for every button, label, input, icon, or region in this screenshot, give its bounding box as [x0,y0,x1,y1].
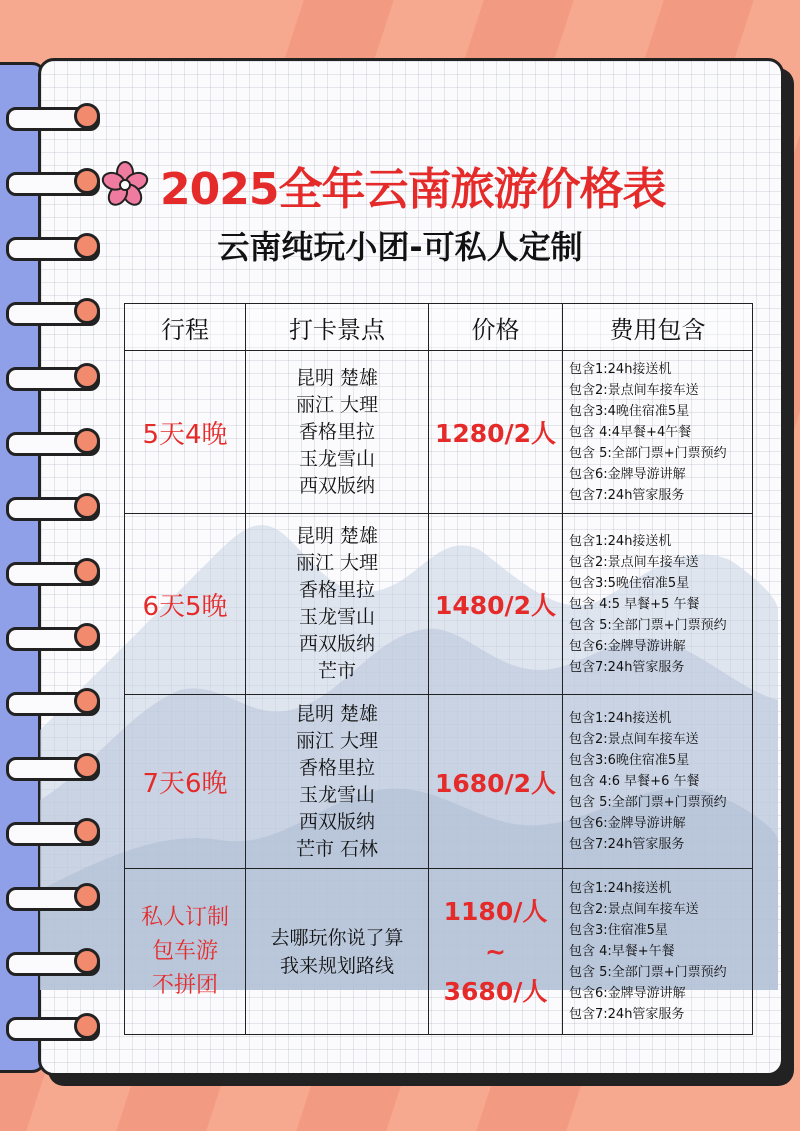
includes-cell [563,695,753,869]
table-row [125,514,753,695]
include-item: 包含2:景点间车接车送 [569,554,699,570]
spot-item: 丽江 大理 [295,552,379,574]
include-item: 包含6:金牌导游讲解 [569,638,686,654]
spot-item: 香格里拉 [298,420,375,443]
spot-item: 玉龙雪山 [298,783,375,806]
include-item: 包含7:24h管家服务 [569,837,685,852]
spot-item: 芒市 石林 [295,837,379,860]
spot-item: 芒市 [317,660,356,682]
header-spots: 打卡景点 [246,304,429,351]
spots-cell [246,869,429,1035]
price-line: 3680/人 [443,976,548,1006]
binder-ring [6,558,102,584]
include-item: 包含 5:全部门票+门票预约 [569,965,727,980]
price-cell [429,869,563,1035]
price-line: 1180/人 [443,896,548,926]
spot-item: 西双版纳 [298,633,375,655]
binder-ring [6,753,102,779]
include-item: 包含6:金牌导游讲解 [569,986,686,1001]
spot-item: 丽江 大理 [295,393,379,416]
custom-note-line: 去哪玩你说了算 [270,926,404,949]
include-item: 包含6:金牌导游讲解 [569,816,686,831]
binder-ring [6,298,102,324]
header-price: 价格 [429,304,563,351]
table-row [125,695,753,869]
route-line: 包车游 [151,938,218,964]
binder-ring [6,363,102,389]
route-cell [125,869,246,1035]
route-cell: 6天5晚 [125,514,246,695]
include-item: 包含1:24h接送机 [569,711,672,726]
spot-item: 丽江 大理 [295,729,379,752]
include-item: 包含1:24h接送机 [569,881,672,896]
spots-cell [246,514,429,695]
include-item: 包含 4:6 早餐+6 午餐 [569,774,700,789]
include-item: 包含 5:全部门票+门票预约 [569,795,727,810]
include-item: 包含 4:4早餐+4午餐 [569,424,692,440]
spot-item: 西双版纳 [298,474,375,497]
price-table [124,303,753,1035]
include-item: 包含7:24h管家服务 [569,487,685,503]
spot-item: 玉龙雪山 [298,447,375,470]
spots-cell [246,351,429,514]
include-item: 包含3:4晚住宿准5星 [569,403,690,419]
route-cell: 7天6晚 [125,695,246,869]
binder-ring [6,623,102,649]
route-line: 不拼团 [151,972,218,998]
spot-item: 昆明 楚雄 [295,366,379,389]
include-item: 包含6:金牌导游讲解 [569,466,686,482]
spots-cell [246,695,429,869]
include-item: 包含3:住宿准5星 [569,923,668,938]
spot-item: 昆明 楚雄 [295,702,379,725]
binder-ring [6,818,102,844]
binder-ring [6,688,102,714]
table-row [125,869,753,1035]
binder-ring [6,493,102,519]
page-subtitle: 云南纯玩小团-可私人定制 [217,228,583,266]
include-item: 包含1:24h接送机 [569,361,672,377]
include-item: 包含 5:全部门票+门票预约 [569,617,727,633]
include-item: 包含2:景点间车接车送 [569,382,699,398]
include-item: 包含 4:早餐+午餐 [569,944,675,959]
price-line: ~ [485,936,506,966]
header-includes: 费用包含 [563,304,753,351]
include-item: 包含 4:5 早餐+5 午餐 [569,596,700,612]
include-item: 包含7:24h管家服务 [569,1007,685,1022]
table-header-row [125,304,753,351]
spot-item: 玉龙雪山 [298,606,375,628]
flower-icon [100,160,150,210]
binder-ring [6,948,102,974]
includes-cell [563,351,753,514]
spot-item: 香格里拉 [298,579,375,601]
price-cell: 1280/2人 [429,351,563,514]
spot-item: 西双版纳 [298,810,375,833]
table-row [125,351,753,514]
binder-ring [6,103,102,129]
spot-item: 香格里拉 [298,756,375,779]
binder-ring [6,883,102,909]
include-item: 包含2:景点间车接车送 [569,902,699,917]
include-item: 包含3:6晚住宿准5星 [569,753,690,768]
spot-item: 昆明 楚雄 [295,525,379,547]
binder-ring [6,428,102,454]
include-item: 包含3:5晚住宿准5星 [569,575,690,591]
include-item: 包含7:24h管家服务 [569,659,685,675]
route-line: 私人订制 [140,904,229,930]
includes-cell [563,869,753,1035]
header-route: 行程 [125,304,246,351]
includes-cell [563,514,753,695]
custom-note-line: 我来规划路线 [279,954,394,977]
binder-ring [6,168,102,194]
price-cell: 1480/2人 [429,514,563,695]
include-item: 包含2:景点间车接车送 [569,732,699,747]
page-title [100,150,760,220]
binder-ring [6,1013,102,1039]
include-item: 包含1:24h接送机 [569,533,672,549]
include-item: 包含 5:全部门票+门票预约 [569,445,727,461]
route-cell: 5天4晚 [125,351,246,514]
price-cell: 1680/2人 [429,695,563,869]
title-text: 2025全年云南旅游价格表 [160,164,666,215]
